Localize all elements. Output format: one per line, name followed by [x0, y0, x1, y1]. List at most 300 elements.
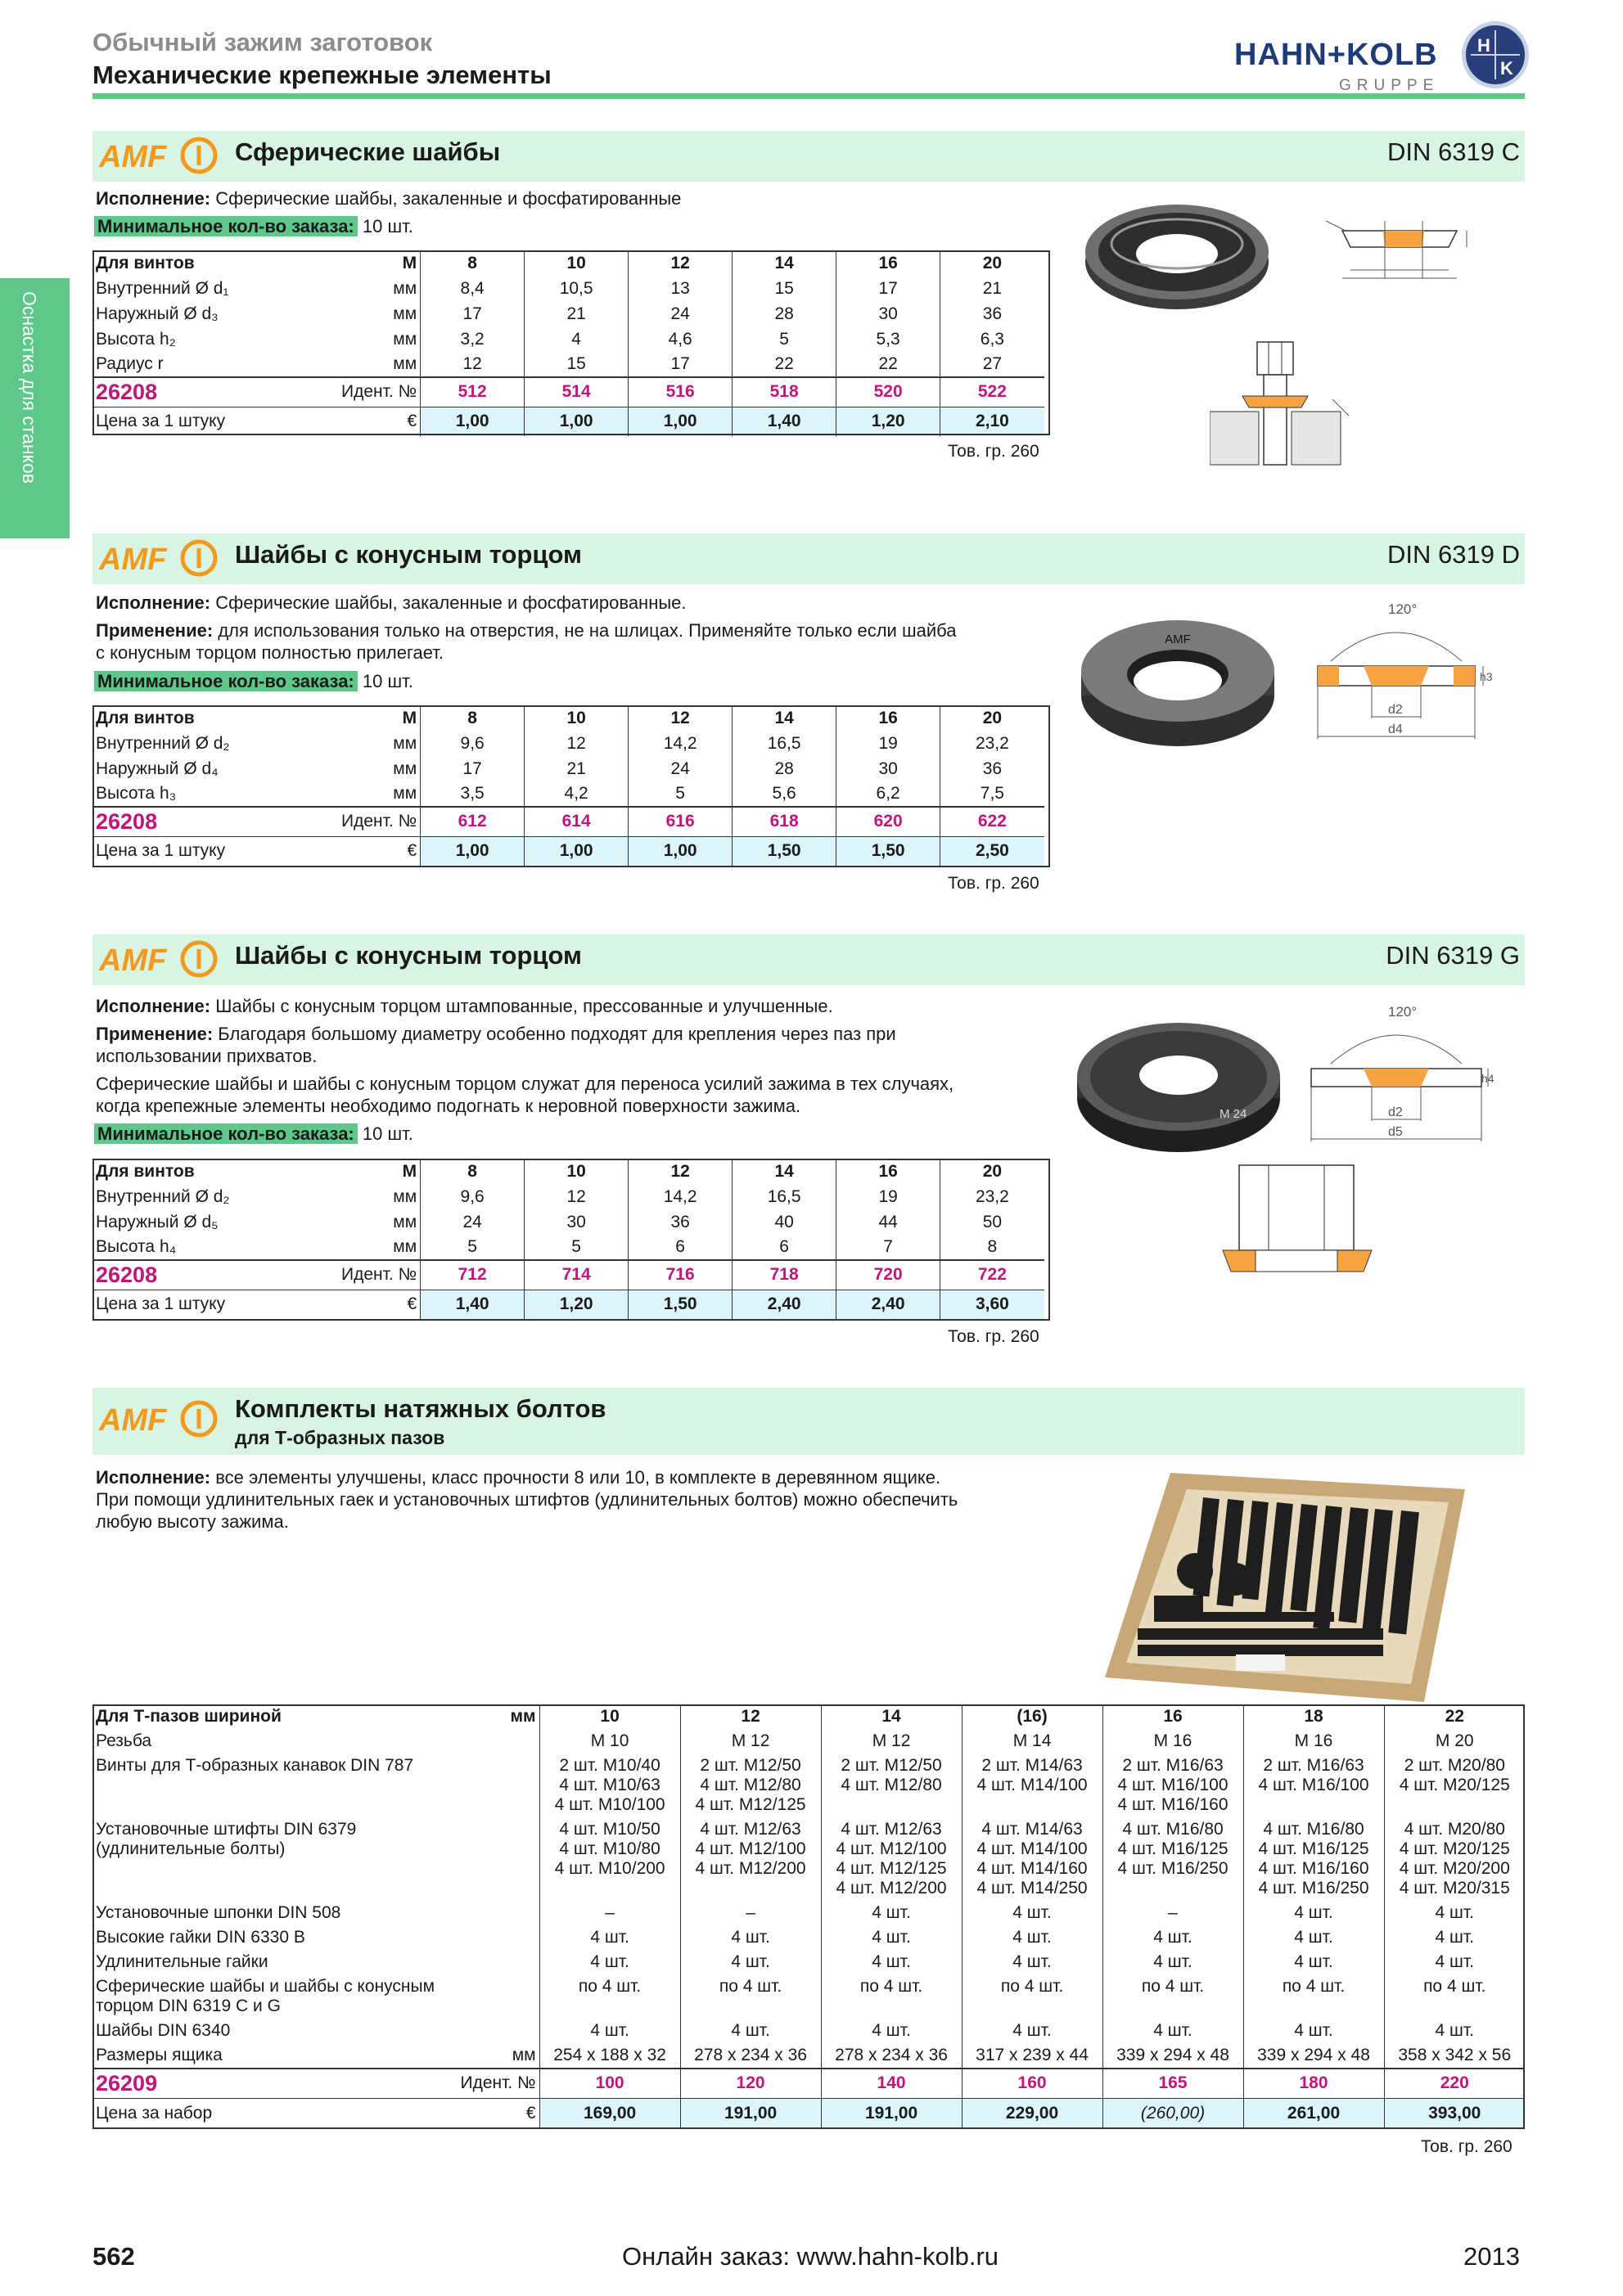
tov-gr: Тов. гр. 260 [948, 1327, 1039, 1346]
price-value: 2,10 [940, 407, 1044, 436]
amf-logo-icon [97, 939, 220, 979]
ident-number[interactable]: 712 [421, 1260, 525, 1290]
cell-value: 16,5 [733, 1184, 836, 1209]
price-label: Цена за 1 штуку [92, 836, 338, 866]
cell-value: 12 [525, 731, 629, 756]
ident-number[interactable]: 180 [1243, 2069, 1384, 2098]
description-text: При помощи удлинительных гаек и установочных штифтов (удлинительных болтов) можно обеспечить [96, 1489, 958, 1510]
cell-value: 4 шт. [539, 1925, 680, 1950]
cell-value: 4 шт. [962, 1901, 1102, 1925]
ident-number[interactable]: 714 [525, 1260, 629, 1290]
cell-value: 2 шт. M20/80 4 шт. M20/125 [1384, 1754, 1525, 1817]
price-value: 1,00 [525, 836, 629, 866]
row-label: Для винтов [96, 253, 195, 272]
price-value: 229,00 [962, 2098, 1102, 2129]
cell-value: 8,4 [421, 276, 525, 301]
table-row [92, 1817, 1525, 1901]
cell-value: 20 [940, 250, 1044, 276]
ident-row [92, 807, 1044, 836]
ident-label: Идент. № [457, 2069, 539, 2098]
section-title: Шайбы с конусным торцом [235, 941, 582, 970]
cell-value: 2 шт. M12/50 4 шт. M12/80 [821, 1754, 962, 1817]
price-value: 1,20 [525, 1290, 629, 1319]
table-row [92, 276, 1044, 301]
row-label: Установочные штифты DIN 6379 (удлинительные болты) [96, 1820, 357, 1858]
cell-value: 4 шт. [1243, 1950, 1384, 1974]
cell-value: 8 [940, 1235, 1044, 1260]
ident-number[interactable]: 520 [836, 377, 940, 407]
row-unit: мм [393, 733, 417, 753]
svg-text:AMF: AMF [99, 1403, 167, 1438]
cell-value: 4,2 [525, 781, 629, 807]
cell-value: M 14 [962, 1729, 1102, 1754]
tov-gr: Тов. гр. 260 [1421, 2137, 1513, 2156]
tov-gr: Тов. гр. 260 [948, 442, 1039, 461]
cell-value: 28 [733, 301, 836, 326]
cell-value: 21 [525, 301, 629, 326]
table-row [92, 731, 1044, 756]
row-unit: мм [393, 1186, 417, 1206]
brand-group: GRUPPE [1339, 77, 1440, 94]
currency: € [338, 407, 421, 436]
cell-value: 30 [525, 1209, 629, 1235]
cell-value: 12 [525, 1184, 629, 1209]
price-value: (260,00) [1102, 2098, 1243, 2129]
cell-value: 22 [1384, 1704, 1525, 1729]
ident-number[interactable]: 618 [733, 807, 836, 836]
cell-value: 3,5 [421, 781, 525, 807]
cell-value: 21 [940, 276, 1044, 301]
cell-value: 6 [733, 1235, 836, 1260]
row-label: Наружный Ø d₃ [96, 304, 219, 323]
row-label: Высота h₃ [96, 784, 177, 803]
row-label: Внутренний Ø d₂ [96, 733, 230, 753]
section-subtitle: для Т-образных пазов [235, 1427, 445, 1448]
cell-value: 12 [629, 250, 733, 276]
note-text: Сферические шайбы и шайбы с конусным торцом служат для переноса усилий зажима в тех случаях, [96, 1074, 954, 1094]
row-unit: M [402, 708, 417, 727]
table-row [92, 1974, 1525, 2019]
ident-number[interactable]: 620 [836, 807, 940, 836]
cell-value: 4 шт. [539, 2019, 680, 2043]
cell-value: 7 [836, 1235, 940, 1260]
cell-value: 4 шт. [1102, 2019, 1243, 2043]
cell-value: 23,2 [940, 731, 1044, 756]
row-label: Наружный Ø d₄ [96, 759, 219, 778]
order-link[interactable]: Онлайн заказ: www.hahn-kolb.ru [622, 2242, 999, 2271]
ident-number[interactable]: 514 [525, 377, 629, 407]
cell-value: 8 [421, 705, 525, 731]
cell-value: 14,2 [629, 1184, 733, 1209]
price-value: 1,00 [629, 836, 733, 866]
svg-text:120°: 120° [1388, 1004, 1418, 1020]
cell-value: M 16 [1243, 1729, 1384, 1754]
cell-value: 20 [940, 705, 1044, 731]
cell-value: 4 шт. [1384, 1925, 1525, 1950]
ident-number[interactable]: 716 [629, 1260, 733, 1290]
table-row [92, 250, 1044, 276]
row-label: Винты для Т-образных канавок DIN 787 [96, 1756, 414, 1775]
ident-number[interactable]: 100 [539, 2069, 680, 2098]
min-order: Минимальное кол-во заказа: 10 шт. [94, 1122, 413, 1146]
ident-number[interactable]: 140 [821, 2069, 962, 2098]
section-title: Сферические шайбы [235, 137, 501, 166]
table-row [92, 301, 1044, 326]
price-value: 169,00 [539, 2098, 680, 2129]
execution-text: Исполнение: Шайбы с конусным торцом штампованные, прессованные и улучшенные. [96, 996, 833, 1016]
row-label: Для Т-пазов шириной [96, 1707, 282, 1726]
cell-value: 10 [525, 1159, 629, 1184]
cell-value: 4 шт. [821, 1901, 962, 1925]
section-title: Комплекты натяжных болтов [235, 1394, 606, 1423]
table-row [92, 1209, 1044, 1235]
cell-value: 4 шт. [539, 1950, 680, 1974]
cell-value: 4 шт. M14/63 4 шт. M14/100 4 шт. M14/160 4 шт. M14/250 [962, 1817, 1102, 1901]
cell-value: 28 [733, 756, 836, 781]
svg-text:H: H [1477, 35, 1490, 56]
row-unit: мм [393, 1237, 417, 1256]
cell-value: 4 [525, 326, 629, 352]
table-row [92, 326, 1044, 352]
cell-value: 23,2 [940, 1184, 1044, 1209]
cell-value: 5 [421, 1235, 525, 1260]
price-value: 1,00 [629, 407, 733, 436]
row-unit: мм [393, 304, 417, 323]
price-label: Цена за набор [92, 2098, 457, 2129]
cell-value: 17 [836, 276, 940, 301]
currency: € [457, 2098, 539, 2129]
cell-value: 6,2 [836, 781, 940, 807]
table-row [92, 1184, 1044, 1209]
spherical-washer-drawing-icon [1326, 196, 1481, 295]
cell-value: 4 шт. [1102, 1950, 1243, 1974]
cell-value: 40 [733, 1209, 836, 1235]
cell-value: 36 [940, 756, 1044, 781]
ident-number[interactable]: 518 [733, 377, 836, 407]
ident-label: Идент. № [338, 807, 421, 836]
tov-gr: Тов. гр. 260 [948, 874, 1039, 893]
cell-value: 4 шт. M12/63 4 шт. M12/100 4 шт. M12/125 4 шт. M12/200 [821, 1817, 962, 1901]
header-title: Обычный зажим заготовок [92, 28, 433, 56]
price-row [92, 2098, 1525, 2129]
cell-value: 4 шт. M12/63 4 шт. M12/100 4 шт. M12/200 [680, 1817, 821, 1901]
amf-logo-icon [97, 538, 220, 578]
price-value: 1,50 [836, 836, 940, 866]
cell-value: 44 [836, 1209, 940, 1235]
row-label: Для винтов [96, 708, 195, 727]
cell-value: 4 шт. [1384, 1901, 1525, 1925]
row-unit: M [402, 1161, 417, 1181]
svg-text:d5: d5 [1388, 1125, 1403, 1139]
cell-value: 21 [525, 756, 629, 781]
section-title: Шайбы с конусным торцом [235, 540, 582, 569]
price-value: 1,40 [421, 1290, 525, 1319]
cell-value: M 10 [539, 1729, 680, 1754]
price-value: 191,00 [821, 2098, 962, 2129]
cell-value: 4 шт. [821, 2019, 962, 2043]
cell-value: 4 шт. M10/50 4 шт. M10/80 4 шт. M10/200 [539, 1817, 680, 1901]
cell-value: по 4 шт. [680, 1974, 821, 2019]
section-din: DIN 6319 D [1387, 540, 1520, 569]
ident-number[interactable]: 612 [421, 807, 525, 836]
cell-value: 339 x 294 x 48 [1102, 2043, 1243, 2069]
cell-value: 22 [836, 352, 940, 377]
cell-value: 24 [629, 301, 733, 326]
price-label: Цена за 1 штуку [92, 407, 338, 436]
row-label: Установочные шпонки DIN 508 [96, 1903, 341, 1922]
cell-value: 14,2 [629, 731, 733, 756]
ident-number[interactable]: 522 [940, 377, 1044, 407]
header-subtitle: Механические крепежные элементы [92, 61, 552, 89]
svg-text:d4: d4 [1388, 723, 1403, 736]
currency: € [338, 1290, 421, 1319]
use-text-cont: с конусным торцом полностью прилегает. [96, 642, 444, 663]
cell-value: 5,6 [733, 781, 836, 807]
cell-value: 317 x 239 x 44 [962, 2043, 1102, 2069]
table-row [92, 1950, 1525, 1974]
svg-text:h3: h3 [1480, 670, 1493, 683]
section-din: DIN 6319 C [1387, 137, 1520, 166]
table-row [92, 1704, 1525, 1729]
svg-text:AMF: AMF [99, 140, 167, 174]
row-label: Резьба [96, 1731, 152, 1750]
cell-value: по 4 шт. [1243, 1974, 1384, 2019]
svg-text:h4: h4 [1481, 1072, 1495, 1085]
row-unit: мм [393, 329, 417, 349]
execution-text: Исполнение: Сферические шайбы, закаленные и фосфатированные [96, 188, 682, 209]
cell-value: 36 [629, 1209, 733, 1235]
amf-logo-icon [97, 136, 220, 175]
cell-value: 4 шт. [680, 1925, 821, 1950]
cell-value: 254 x 188 x 32 [539, 2043, 680, 2069]
cell-value: 2 шт. M16/63 4 шт. M16/100 4 шт. M16/160 [1102, 1754, 1243, 1817]
ident-number[interactable]: 516 [629, 377, 733, 407]
price-value: 1,40 [733, 407, 836, 436]
row-label: Внутренний Ø d₂ [96, 1186, 230, 1206]
price-value: 2,50 [940, 836, 1044, 866]
row-label: Высота h₄ [96, 1237, 177, 1256]
cell-value: по 4 шт. [962, 1974, 1102, 2019]
price-value: 393,00 [1384, 2098, 1525, 2129]
cell-value: 358 x 342 x 56 [1384, 2043, 1525, 2069]
cell-value: 9,6 [421, 731, 525, 756]
cell-value: 27 [940, 352, 1044, 377]
row-label: Внутренний Ø d₁ [96, 278, 229, 298]
price-value: 1,00 [525, 407, 629, 436]
cell-value: 6,3 [940, 326, 1044, 352]
ident-number[interactable]: 616 [629, 807, 733, 836]
table-row [92, 352, 1044, 377]
table-row [92, 756, 1044, 781]
price-value: 1,50 [629, 1290, 733, 1319]
clamping-kit-box-photo-icon [1105, 1473, 1465, 1702]
cell-value: 13 [629, 276, 733, 301]
cell-value: 6 [629, 1235, 733, 1260]
cell-value: 4 шт. [962, 2019, 1102, 2043]
cell-value: 4 шт. [1384, 1950, 1525, 1974]
article-number: 26208 [92, 807, 338, 836]
cell-value: 20 [940, 1159, 1044, 1184]
row-unit: мм [393, 278, 417, 298]
cell-value: 30 [836, 301, 940, 326]
cell-value: 4 шт. [1384, 2019, 1525, 2043]
svg-text:AMF: AMF [1165, 633, 1191, 646]
cell-value: по 4 шт. [539, 1974, 680, 2019]
cell-value: 278 x 234 x 36 [680, 2043, 821, 2069]
row-label: Высокие гайки DIN 6330 B [96, 1928, 305, 1947]
table-row [92, 2019, 1525, 2043]
section-din: DIN 6319 G [1386, 941, 1520, 970]
row-label: Для винтов [96, 1161, 195, 1181]
svg-text:120°: 120° [1388, 601, 1418, 617]
cell-value: 5 [525, 1235, 629, 1260]
row-unit: мм [510, 1707, 536, 1726]
row-label: Удлинительные гайки [96, 1952, 268, 1971]
price-row [92, 836, 1044, 866]
table-row [92, 1754, 1525, 1817]
cell-value: 12 [421, 352, 525, 377]
row-unit: M [402, 253, 417, 272]
cell-value: (16) [962, 1704, 1102, 1729]
price-value: 3,60 [940, 1290, 1044, 1319]
cell-value: 19 [836, 1184, 940, 1209]
cell-value: 2 шт. M16/63 4 шт. M16/100 [1243, 1754, 1384, 1817]
table-row [92, 705, 1044, 731]
cell-value: 16 [1102, 1704, 1243, 1729]
cell-value: 5 [629, 781, 733, 807]
note-text-cont: когда крепежные элементы необходимо подогнать к неровной поверхности зажима. [96, 1096, 801, 1116]
cell-value: 17 [421, 301, 525, 326]
description-text-cont: любую высоту зажима. [96, 1511, 289, 1532]
row-label: Наружный Ø d₅ [96, 1212, 219, 1231]
row-unit: мм [512, 2046, 536, 2064]
price-value: 1,00 [421, 407, 525, 436]
cell-value: 36 [940, 301, 1044, 326]
cell-value: 4,6 [629, 326, 733, 352]
price-value: 1,20 [836, 407, 940, 436]
spec-table-1 [92, 250, 1044, 436]
price-value: 1,50 [733, 836, 836, 866]
cell-value: 16 [836, 250, 940, 276]
cell-value: – [1102, 1901, 1243, 1925]
price-value: 1,00 [421, 836, 525, 866]
cell-value: 12 [629, 705, 733, 731]
price-label: Цена за 1 штуку [92, 1290, 338, 1319]
ident-number[interactable]: 220 [1384, 2069, 1525, 2098]
cell-value: 339 x 294 x 48 [1243, 2043, 1384, 2069]
cell-value: 4 шт. [1243, 2019, 1384, 2043]
row-unit: мм [393, 1212, 417, 1231]
cell-value: 4 шт. [1102, 1925, 1243, 1950]
cell-value: 30 [836, 756, 940, 781]
cell-value: 9,6 [421, 1184, 525, 1209]
ident-number[interactable]: 720 [836, 1260, 940, 1290]
article-number: 26208 [92, 377, 338, 407]
cell-value: 2 шт. M14/63 4 шт. M14/100 [962, 1754, 1102, 1817]
cell-value: 10 [525, 705, 629, 731]
cell-value: 22 [733, 352, 836, 377]
cell-value: 278 x 234 x 36 [821, 2043, 962, 2069]
currency: € [338, 836, 421, 866]
ident-row [92, 2069, 1525, 2098]
cell-value: 2 шт. M10/40 4 шт. M10/63 4 шт. M10/100 [539, 1754, 680, 1817]
row-label: Сферические шайбы и шайбы с конусным торцом DIN 6319 C и G [96, 1977, 435, 2015]
table-row [92, 1729, 1525, 1754]
ident-number[interactable]: 718 [733, 1260, 836, 1290]
row-unit: мм [393, 354, 417, 373]
ident-number[interactable]: 614 [525, 807, 629, 836]
section-header-clamping-kits [92, 1388, 1525, 1455]
cell-value: 5,3 [836, 326, 940, 352]
price-value: 261,00 [1243, 2098, 1384, 2129]
footer-year: 2013 [1463, 2242, 1520, 2271]
brand-emblem-icon [1462, 21, 1529, 88]
cone-washer-drawing-d-icon [1306, 596, 1495, 751]
cell-value: 4 шт. [1243, 1925, 1384, 1950]
cone-washer-photo-icon [1075, 606, 1280, 753]
cell-value: 17 [629, 352, 733, 377]
table-row [92, 2043, 1525, 2069]
cell-value: 2 шт. M12/50 4 шт. M12/80 4 шт. M12/125 [680, 1754, 821, 1817]
ident-number[interactable]: 120 [680, 2069, 821, 2098]
cell-value: 14 [733, 1159, 836, 1184]
svg-text:AMF: AMF [99, 943, 167, 978]
min-order: Минимальное кол-во заказа: 10 шт. [94, 214, 413, 239]
cell-value: 12 [629, 1159, 733, 1184]
svg-text:AMF: AMF [99, 542, 167, 577]
cell-value: 10 [539, 1704, 680, 1729]
ident-number[interactable]: 512 [421, 377, 525, 407]
cell-value: M 12 [680, 1729, 821, 1754]
cell-value: 4 шт. [1243, 1901, 1384, 1925]
cell-value: 14 [821, 1704, 962, 1729]
table-row [92, 1925, 1525, 1950]
section-header-cone-washers-g [92, 934, 1525, 985]
cell-value: 14 [733, 250, 836, 276]
spec-table-3 [92, 1159, 1044, 1319]
row-unit: мм [393, 784, 417, 803]
svg-text:M 24: M 24 [1220, 1107, 1247, 1121]
cell-value: 8 [421, 1159, 525, 1184]
section-header-cone-washers-d [92, 533, 1525, 584]
svg-text:K: K [1500, 58, 1513, 79]
cone-washer-drawing-g-icon [1306, 998, 1495, 1154]
table-row [92, 1159, 1044, 1184]
cell-value: – [539, 1901, 680, 1925]
spherical-washer-photo-icon [1079, 187, 1275, 317]
cell-value: 4 шт. [680, 2019, 821, 2043]
spec-table-2 [92, 705, 1044, 866]
ident-number[interactable]: 622 [940, 807, 1044, 836]
kit-table [92, 1704, 1525, 2129]
ident-number[interactable]: 165 [1102, 2069, 1243, 2098]
ident-number[interactable]: 722 [940, 1260, 1044, 1290]
ident-number[interactable]: 160 [962, 2069, 1102, 2098]
svg-text:d2: d2 [1388, 1105, 1403, 1119]
brand-logo [1234, 33, 1455, 94]
table-row [92, 1901, 1525, 1925]
cell-value: 8 [421, 250, 525, 276]
cell-value: по 4 шт. [821, 1974, 962, 2019]
ident-label: Идент. № [338, 1260, 421, 1290]
side-tab[interactable] [0, 278, 70, 538]
min-order: Минимальное кол-во заказа: 10 шт. [94, 669, 413, 694]
svg-text:d2: d2 [1388, 703, 1403, 717]
cell-value: 4 шт. [821, 1925, 962, 1950]
cell-value: 24 [421, 1209, 525, 1235]
cell-value: 4 шт. M20/80 4 шт. M20/125 4 шт. M20/200 4 шт. M20/315 [1384, 1817, 1525, 1901]
price-value: 2,40 [733, 1290, 836, 1319]
